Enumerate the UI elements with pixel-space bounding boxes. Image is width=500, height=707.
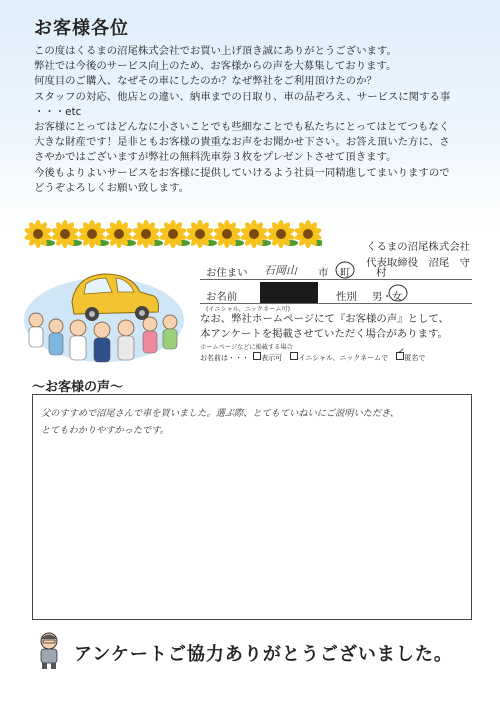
- intro-text: [34, 44, 474, 196]
- sunflower-icon: [240, 220, 271, 248]
- town-circle-mark: [334, 260, 356, 280]
- sunflower-icon: [186, 220, 217, 248]
- name-display-label: お名前は・・・: [200, 354, 249, 362]
- gender-separator: ・: [382, 291, 393, 303]
- name-hint: (イニシャル、ニックネーム可): [206, 306, 291, 313]
- notice-caption: ホームページなどに掲載する場合: [200, 344, 293, 351]
- voice-section-title: 〜お客様の声〜: [32, 380, 124, 395]
- option-anonymous: 匿名で: [404, 354, 426, 362]
- name-label: お名前: [206, 291, 238, 303]
- notice-line: なお、弊社ホームページにて『お客様の声』として、: [200, 313, 449, 325]
- intro-line: さやかではございますが弊社の無料洗車券３枚をプレゼントさせて頂きます。: [34, 151, 397, 164]
- intro-line: ・・・etc: [34, 105, 82, 118]
- intro-line: どうぞよろしくお願い致します。: [34, 181, 190, 194]
- intro-line: 今後もよりよいサービスをお客様に提供していけるよう社員一同精進してまいりますので: [34, 166, 450, 179]
- mascot-worker-icon: [34, 630, 64, 670]
- sunflower-icon: [24, 220, 55, 248]
- address-value[interactable]: 石岡山: [264, 264, 297, 277]
- publication-notice: [200, 312, 485, 365]
- comment-line: とてもわかりやすかったです。: [41, 425, 169, 436]
- intro-line: スタッフの対応、他店との違い、納車までの日取り、車の品ぞろえ、サービスに関する事: [34, 90, 451, 103]
- sunflower-icon: [105, 220, 136, 248]
- sunflower-icon: [294, 220, 322, 248]
- option-checked-checkbox-icon[interactable]: ✓: [396, 352, 404, 360]
- intro-line: お客様にとってはどんなに小さいことでも些細なことでも私たちにとってはとてつもなく: [34, 121, 450, 134]
- thanks-message: アンケートご協力ありがとうございました。: [74, 644, 453, 665]
- page-heading: お客様各位: [34, 18, 129, 39]
- gender-female-option[interactable]: 女: [392, 291, 403, 303]
- address-label: お住まい: [206, 267, 248, 279]
- intro-line: 何度目のご購入、なぜその車にしたのか？なぜ弊社をご利用頂けたのか？: [34, 75, 377, 88]
- city-label: 市: [318, 267, 329, 279]
- intro-line: 弊社では今後のサービス向上のため、お客様からの声を大募集しております。: [34, 60, 397, 73]
- gender-label: 性別: [336, 291, 357, 303]
- intro-line: 大きな財産です！是非ともお客様の貴重なお声をお聞かせ下さい。お答え頂いた方に、さ: [34, 136, 450, 149]
- sunflower-garland: [22, 218, 322, 250]
- sunflower-icon: [213, 220, 244, 248]
- sunflower-icon: [159, 220, 190, 248]
- comment-line: 父のすすめで沼尾さんで車を買いました。選ぶ際、とてもていねいにご説明いただき、: [41, 408, 400, 419]
- representative-name: 代表取締役 沼尾 守: [366, 257, 470, 269]
- sunflower-icon: [78, 220, 109, 248]
- comment-box[interactable]: [32, 394, 472, 620]
- village-label: 村: [376, 267, 387, 279]
- notice-line: 本アンケートを掲載させていただく場合があります。: [200, 328, 448, 340]
- car-staff-illustration: [14, 262, 194, 370]
- sunflower-icon: [132, 220, 163, 248]
- intro-line: この度はくるまの沼尾株式会社でお買い上げ頂き誠にありがとうございます。: [34, 45, 397, 57]
- sunflower-icon: [51, 220, 82, 248]
- redacted-name-block: [260, 282, 318, 304]
- gender-male-option[interactable]: 男: [372, 291, 383, 303]
- female-circle-mark: [387, 283, 409, 303]
- sunflower-icon: [267, 220, 298, 248]
- address-underline: [200, 279, 472, 280]
- option-initials: イニシャル、ニックネームで: [298, 354, 389, 362]
- town-label: 町: [340, 267, 351, 279]
- option-display-ok: 表示可: [261, 354, 283, 362]
- company-name: くるまの沼尾株式会社: [366, 241, 470, 253]
- customer-form: [200, 262, 472, 312]
